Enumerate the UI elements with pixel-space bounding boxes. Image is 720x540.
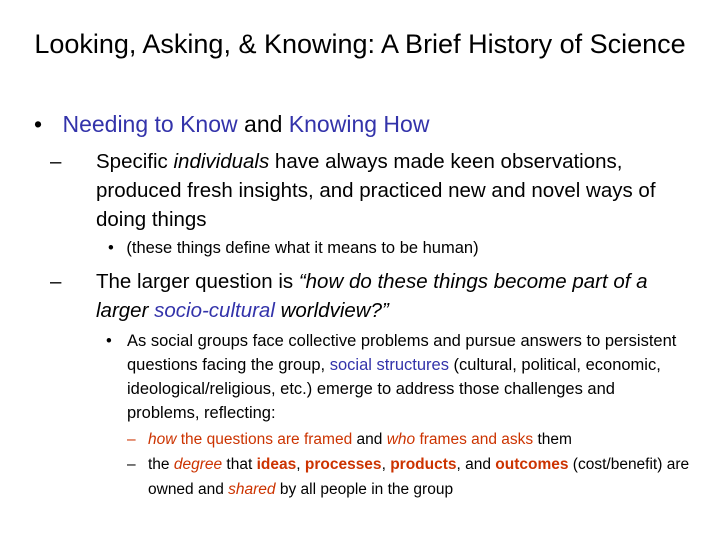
detail-text-2: (cultural, political, economic, ideological/religious, etc.) emerge to address those challenges and problems, reflecting: — [127, 356, 661, 422]
sub-point-text-2: have always made keen observations, produced fresh insights, and practiced new and novel ways of doing things — [96, 150, 656, 231]
sub-point-text-1: The larger question is — [96, 270, 299, 293]
sub-point-marker: – — [50, 270, 62, 293]
detail-marker: • — [108, 239, 114, 257]
sub-point-marker: – — [50, 150, 62, 173]
main-bullet-marker: • — [34, 111, 43, 137]
main-bullet — [34, 109, 429, 139]
reflect-marker: – — [127, 456, 136, 473]
sub-point-italic-question: “how do these things become part of a larger — [96, 270, 648, 322]
reflect-group: by all people in the group — [275, 481, 454, 498]
main-bullet-and: and — [237, 111, 289, 137]
sub-point-individuals — [50, 147, 674, 234]
reflect-text-1: the questions are framed — [176, 431, 357, 448]
sub-point-socio-cultural: socio-cultural — [154, 299, 275, 322]
slide-title: Looking, Asking, & Knowing: A Brief History of Science — [34, 29, 686, 59]
sub-point-larger-question — [50, 267, 674, 325]
reflect-products: products — [390, 456, 457, 473]
reflect-processes: processes — [304, 456, 382, 473]
reflect-ideas: ideas — [256, 456, 297, 473]
detail-marker: • — [106, 332, 112, 350]
reflect-marker: – — [127, 431, 136, 448]
main-bullet-needing: Needing to Know — [62, 111, 238, 137]
reflect-comma-2: , — [381, 456, 391, 473]
reflect-them: them — [533, 431, 572, 448]
main-bullet-knowing-how: Knowing How — [288, 111, 430, 137]
reflect-who: who — [386, 431, 416, 448]
reflect-how: how — [148, 431, 177, 448]
reflect-item-how-who — [127, 427, 703, 452]
detail-text: (these things define what it means to be human) — [126, 239, 479, 257]
reflect-outcomes: outcomes — [495, 456, 569, 473]
reflect-and: and — [356, 431, 383, 448]
sub-point-text-1: Specific — [96, 150, 174, 173]
sub-point-italic-individuals: individuals — [173, 150, 270, 173]
detail-point-human — [108, 236, 479, 260]
sub-point-worldview: worldview?” — [274, 299, 389, 322]
reflect-and-2: , and — [456, 456, 496, 473]
reflect-item-degree — [127, 452, 703, 502]
reflect-that: that — [222, 456, 257, 473]
reflect-degree: degree — [173, 456, 223, 473]
reflect-cost-benefit: (cost/benefit) are owned and — [148, 456, 690, 498]
reflect-text-2: frames and asks — [415, 431, 534, 448]
detail-text-1: As social groups face collective problems and pursue answers to persistent questions facing the group, — [127, 332, 677, 374]
reflect-shared: shared — [228, 481, 276, 498]
reflect-comma-1: , — [296, 456, 305, 473]
reflect-the: the — [148, 456, 174, 473]
detail-social-structures: social structures — [329, 356, 449, 374]
detail-point-social-groups — [108, 329, 683, 425]
